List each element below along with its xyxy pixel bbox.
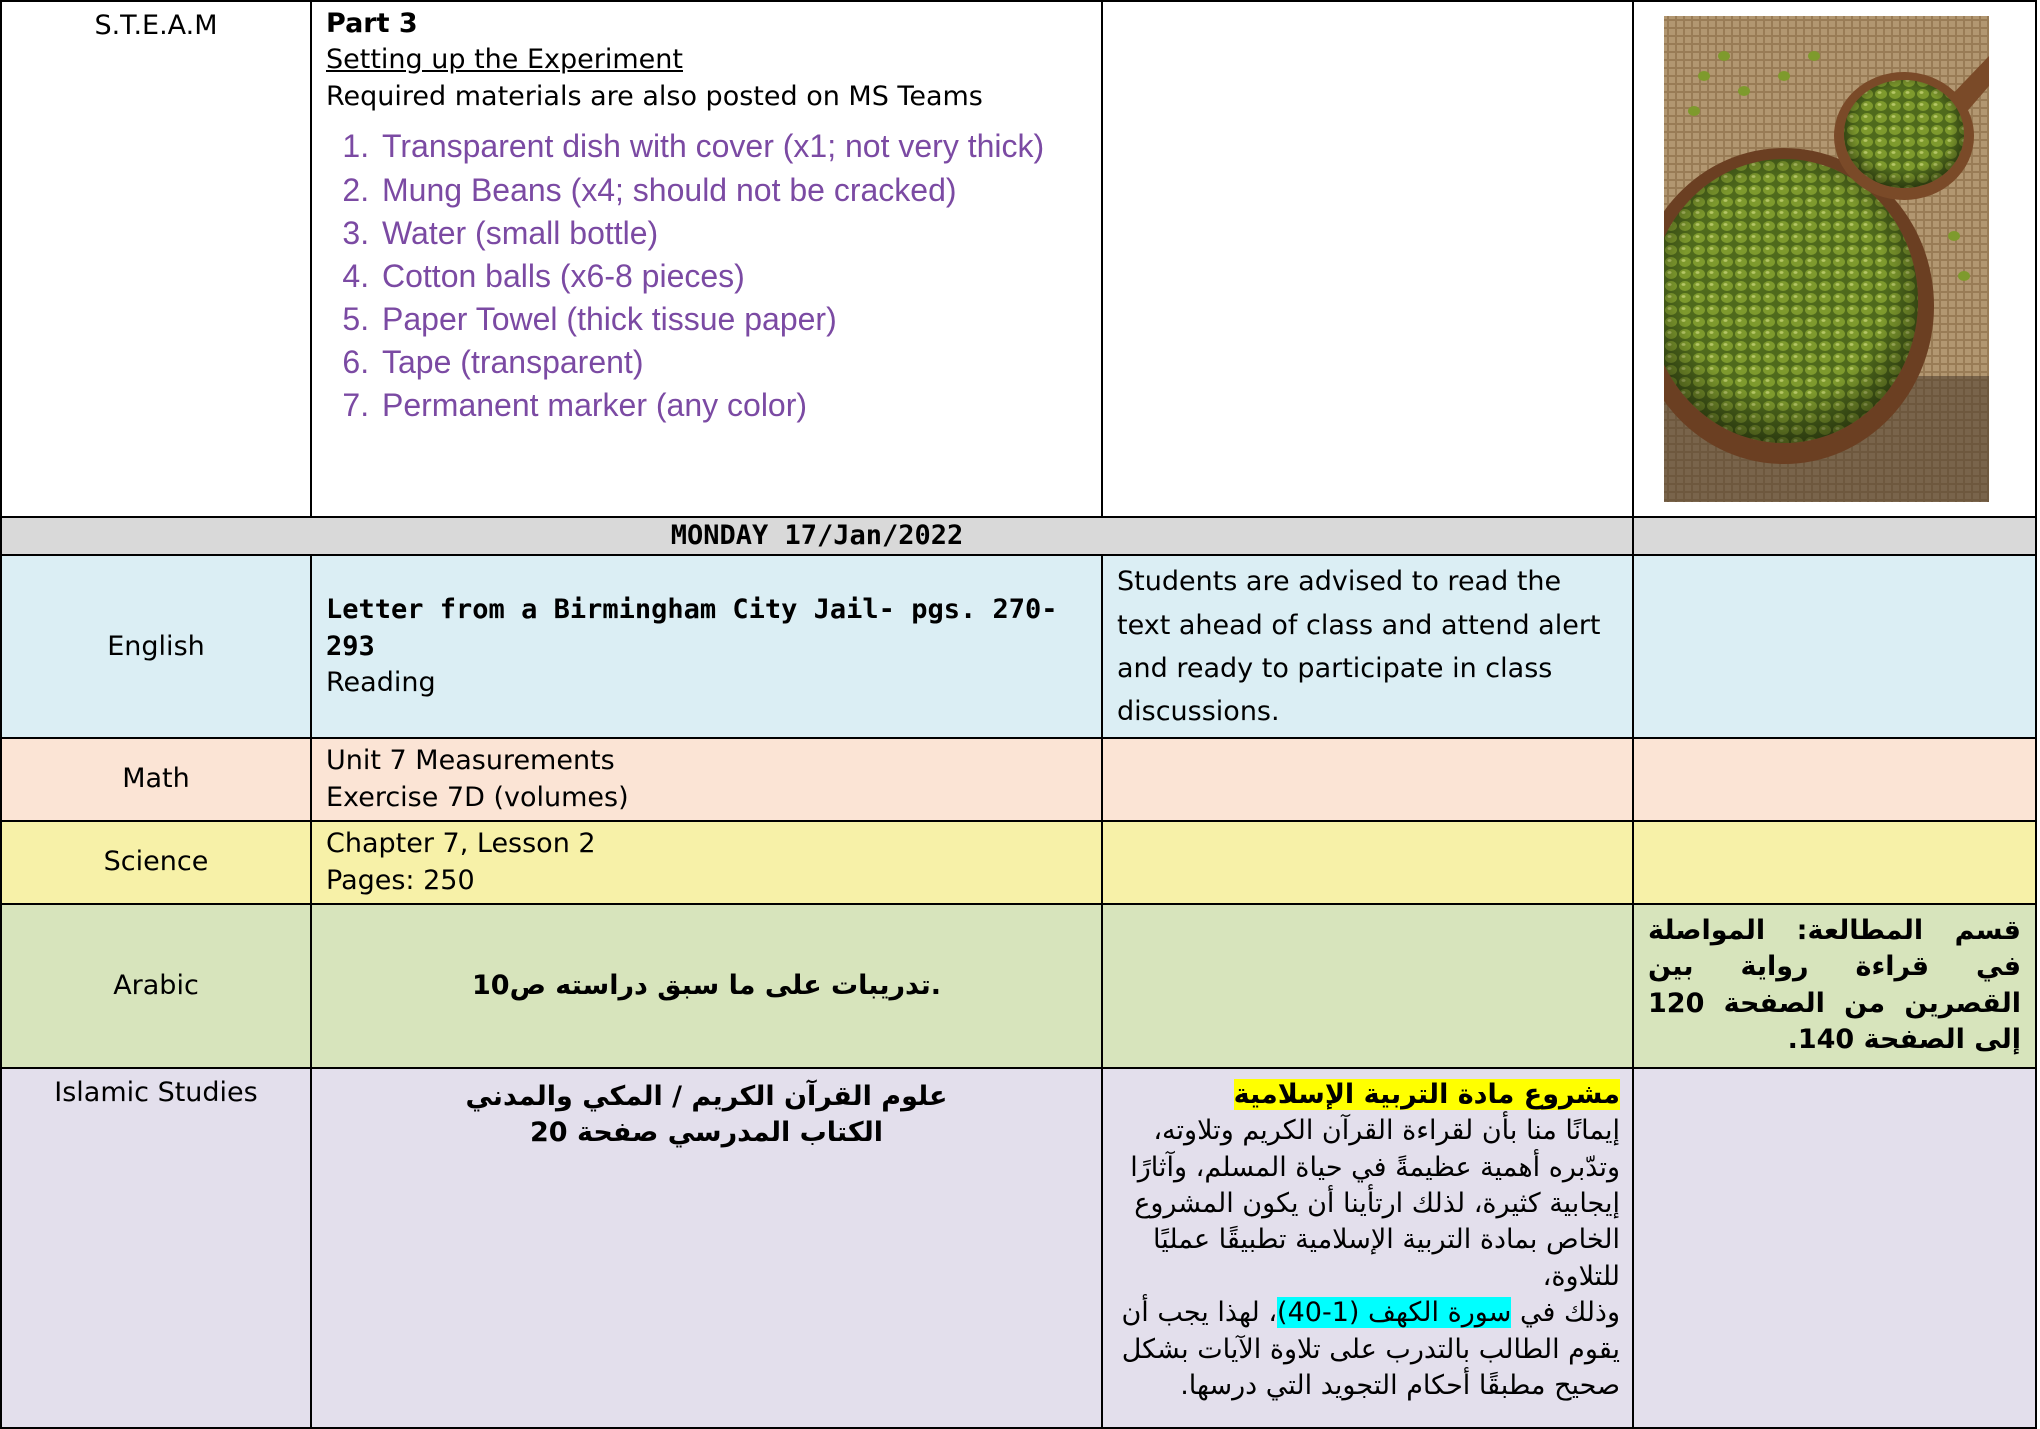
steam-row [1, 1, 2036, 517]
islamic-project-cell [1102, 1068, 1633, 1428]
steam-subject: S.T.E.A.M [94, 10, 218, 41]
math-notes-cell [1102, 738, 1633, 821]
steam-note: Required materials are also posted on MS Teams [326, 80, 983, 112]
date-row-empty-cell [1633, 517, 2036, 555]
science-content-cell [311, 821, 1102, 904]
english-subject-cell [1, 555, 311, 738]
english-row [1, 555, 2036, 738]
material-item: 2. Mung Beans (x4; should not be cracked) [378, 169, 1087, 212]
english-subject: English [107, 630, 205, 662]
arabic-notes-cell [1102, 904, 1633, 1068]
materials-list [326, 125, 1087, 427]
math-row [1, 738, 2036, 821]
project-paragraph-1: إيمانًا منا بأن لقراءة القرآن الكريم وتلاوته، وتدّبره أهمية عظيمةً في حياة المسلم، وآثارًا إيجابية كثيرة، لذلك ارتأينا أن يكون المشروع الخاص بمادة التربية الإسلامية تطبيقًا عمليًا للتلاوة، [1130, 1115, 1620, 1292]
steam-notes-cell [1102, 1, 1633, 517]
steam-subject-cell [1, 1, 311, 517]
science-empty-cell [1633, 821, 2036, 904]
date-row [1, 517, 2036, 555]
math-content-cell [311, 738, 1102, 821]
project-paragraph-2 [1115, 1295, 1620, 1404]
arabic-reading: قسم المطالعة: المواصلة في قراءة رواية بين القصرين من الصفحة 120 إلى الصفحة 140. [1648, 914, 2021, 1056]
steam-image-cell [1633, 1, 2036, 517]
islamic-line2: الكتاب المدرسي صفحة 20 [529, 1117, 884, 1149]
arabic-lesson: .تدريبات على ما سبق دراسته ص10 [471, 969, 941, 1001]
math-subject: Math [122, 763, 190, 795]
steam-heading: Setting up the Experiment [326, 44, 683, 76]
english-empty-cell [1633, 555, 2036, 738]
material-item: 7. Permanent marker (any color) [378, 384, 1087, 427]
material-item: 5. Paper Towel (thick tissue paper) [378, 298, 1087, 341]
material-item: 1. Transparent dish with cover (x1; not very thick) [378, 125, 1087, 168]
english-type: Reading [326, 667, 436, 699]
math-empty-cell [1633, 738, 2036, 821]
science-notes-cell [1102, 821, 1633, 904]
science-row [1, 821, 2036, 904]
islamic-empty-cell [1633, 1068, 2036, 1428]
project-title: مشروع مادة التربية الإسلامية [1233, 1078, 1620, 1110]
science-subject-cell [1, 821, 311, 904]
english-note: Students are advised to read the text ahead of class and attend alert and ready to participate in class discussions. [1117, 566, 1601, 727]
arabic-row [1, 904, 2036, 1068]
math-line1: Unit 7 Measurements [326, 745, 615, 777]
english-title: Letter from a Birmingham City Jail- pgs. 270-293 [326, 594, 1058, 662]
islamic-content-cell [311, 1068, 1102, 1428]
science-line2: Pages: 250 [326, 864, 475, 896]
arabic-reading-cell [1633, 904, 2036, 1068]
islamic-subject-cell [1, 1068, 311, 1428]
islamic-line1: علوم القرآن الكريم / المكي والمدني [465, 1080, 948, 1112]
science-line1: Chapter 7, Lesson 2 [326, 828, 596, 860]
material-item: 4. Cotton balls (x6-8 pieces) [378, 255, 1087, 298]
math-subject-cell [1, 738, 311, 821]
math-line2: Exercise 7D (volumes) [326, 781, 629, 813]
arabic-subject-cell [1, 904, 311, 1068]
arabic-subject: Arabic [113, 969, 199, 1001]
english-content-cell [311, 555, 1102, 738]
project-p2-post: ، لهذا يجب أن يقوم الطالب بالتدرب على تلاوة الآيات بشكل صحيح مطبقًا أحكام التجويد التي درسها. [1121, 1297, 1620, 1402]
science-subject: Science [103, 846, 209, 878]
steam-content-cell [311, 1, 1102, 517]
steam-part: Part 3 [326, 8, 418, 39]
arabic-content-cell [311, 904, 1102, 1068]
project-p2-pre: وذلك في [1511, 1297, 1620, 1329]
date-label: MONDAY 17/Jan/2022 [1, 517, 1633, 555]
mung-beans-image [1664, 16, 1989, 502]
islamic-row [1, 1068, 2036, 1428]
material-item: 6. Tape (transparent) [378, 341, 1087, 384]
islamic-subject: Islamic Studies [54, 1076, 258, 1108]
project-surah-highlight: سورة الكهف (1-40) [1277, 1297, 1512, 1329]
material-item: 3. Water (small bottle) [378, 212, 1087, 255]
english-notes-cell [1102, 555, 1633, 738]
